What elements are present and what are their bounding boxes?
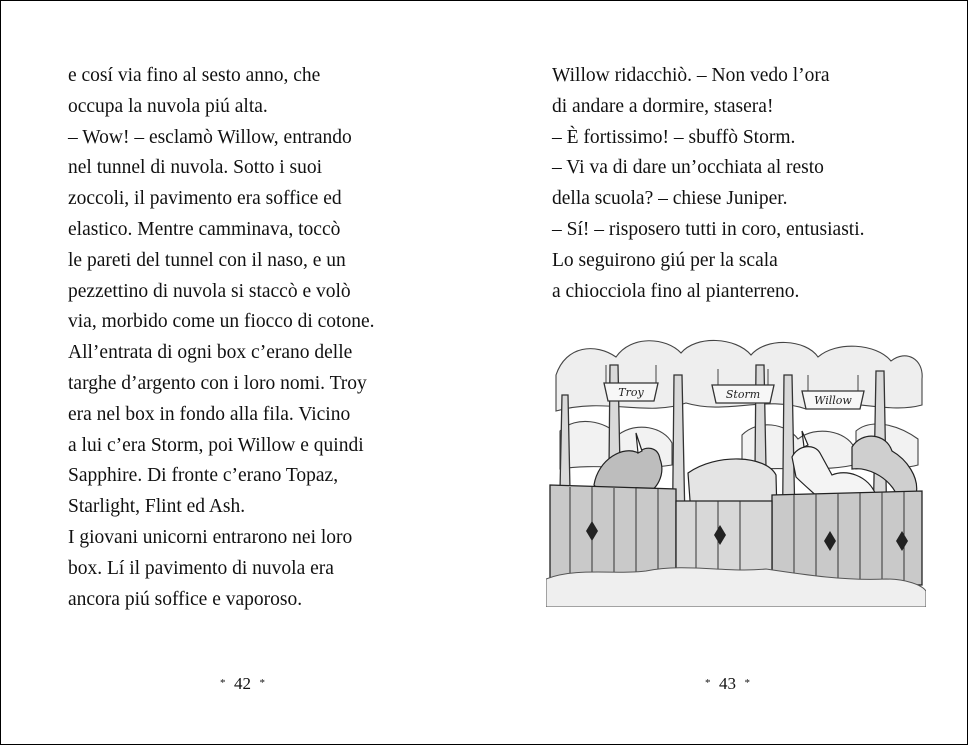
- text-line: I giovani unicorni entrarono nei loro: [68, 526, 353, 548]
- right-page-number: [705, 674, 750, 694]
- sign-willow-label: Willow: [814, 394, 852, 407]
- text-line: ancora piú soffice e vaporoso.: [68, 588, 303, 610]
- left-page-number: [220, 674, 265, 694]
- text-line: zoccoli, il pavimento era soffice ed: [68, 188, 342, 210]
- text-line: – Sí! – risposero tutti in coro, entusiasti.: [552, 218, 865, 240]
- text-line: box. Lí il pavimento di nuvola era: [68, 557, 334, 579]
- text-line: a chiocciola fino al pianterreno.: [552, 280, 800, 302]
- text-line: Sapphire. Di fronte c’erano Topaz,: [68, 465, 339, 487]
- left-page-text: [68, 61, 375, 615]
- text-line: a lui c’era Storm, poi Willow e quindi: [68, 434, 364, 456]
- stable-illustration: [546, 335, 926, 607]
- star-ornament: *: [259, 677, 265, 689]
- right-page-text: [552, 61, 865, 307]
- text-line: nel tunnel di nuvola. Sotto i suoi: [68, 157, 323, 179]
- text-line: – È fortissimo! – sbuffò Storm.: [552, 126, 796, 148]
- text-line: – Wow! – esclamò Willow, entrando: [68, 126, 352, 148]
- sign-troy-label: Troy: [618, 386, 644, 399]
- text-line: Lo seguirono giú per la scala: [552, 249, 778, 271]
- text-line: pezzettino di nuvola si staccò e volò: [68, 280, 351, 302]
- star-ornament: *: [744, 677, 750, 689]
- text-line: All’entrata di ogni box c’erano delle: [68, 342, 353, 364]
- sign-storm-label: Storm: [725, 388, 761, 401]
- text-line: via, morbido come un fiocco di cotone.: [68, 311, 375, 333]
- star-ornament: *: [220, 677, 226, 689]
- text-line: le pareti del tunnel con il naso, e un: [68, 249, 346, 271]
- text-line: di andare a dormire, stasera!: [552, 95, 774, 117]
- text-line: e cosí via fino al sesto anno, che: [68, 65, 321, 86]
- text-line: elastico. Mentre camminava, toccò: [68, 218, 341, 240]
- page-number-value: 42: [234, 674, 251, 693]
- text-line: – Vi va di dare un’occhiata al resto: [552, 157, 824, 179]
- text-line: targhe d’argento con i loro nomi. Troy: [68, 372, 367, 394]
- text-line: Willow ridacchiò. – Non vedo l’ora: [552, 65, 830, 86]
- text-line: Starlight, Flint ed Ash.: [68, 496, 246, 518]
- text-line: della scuola? – chiese Juniper.: [552, 188, 788, 210]
- text-line: occupa la nuvola piú alta.: [68, 95, 268, 117]
- text-line: era nel box in fondo alla fila. Vicino: [68, 403, 351, 425]
- page-number-value: 43: [719, 674, 736, 693]
- star-ornament: *: [705, 677, 711, 689]
